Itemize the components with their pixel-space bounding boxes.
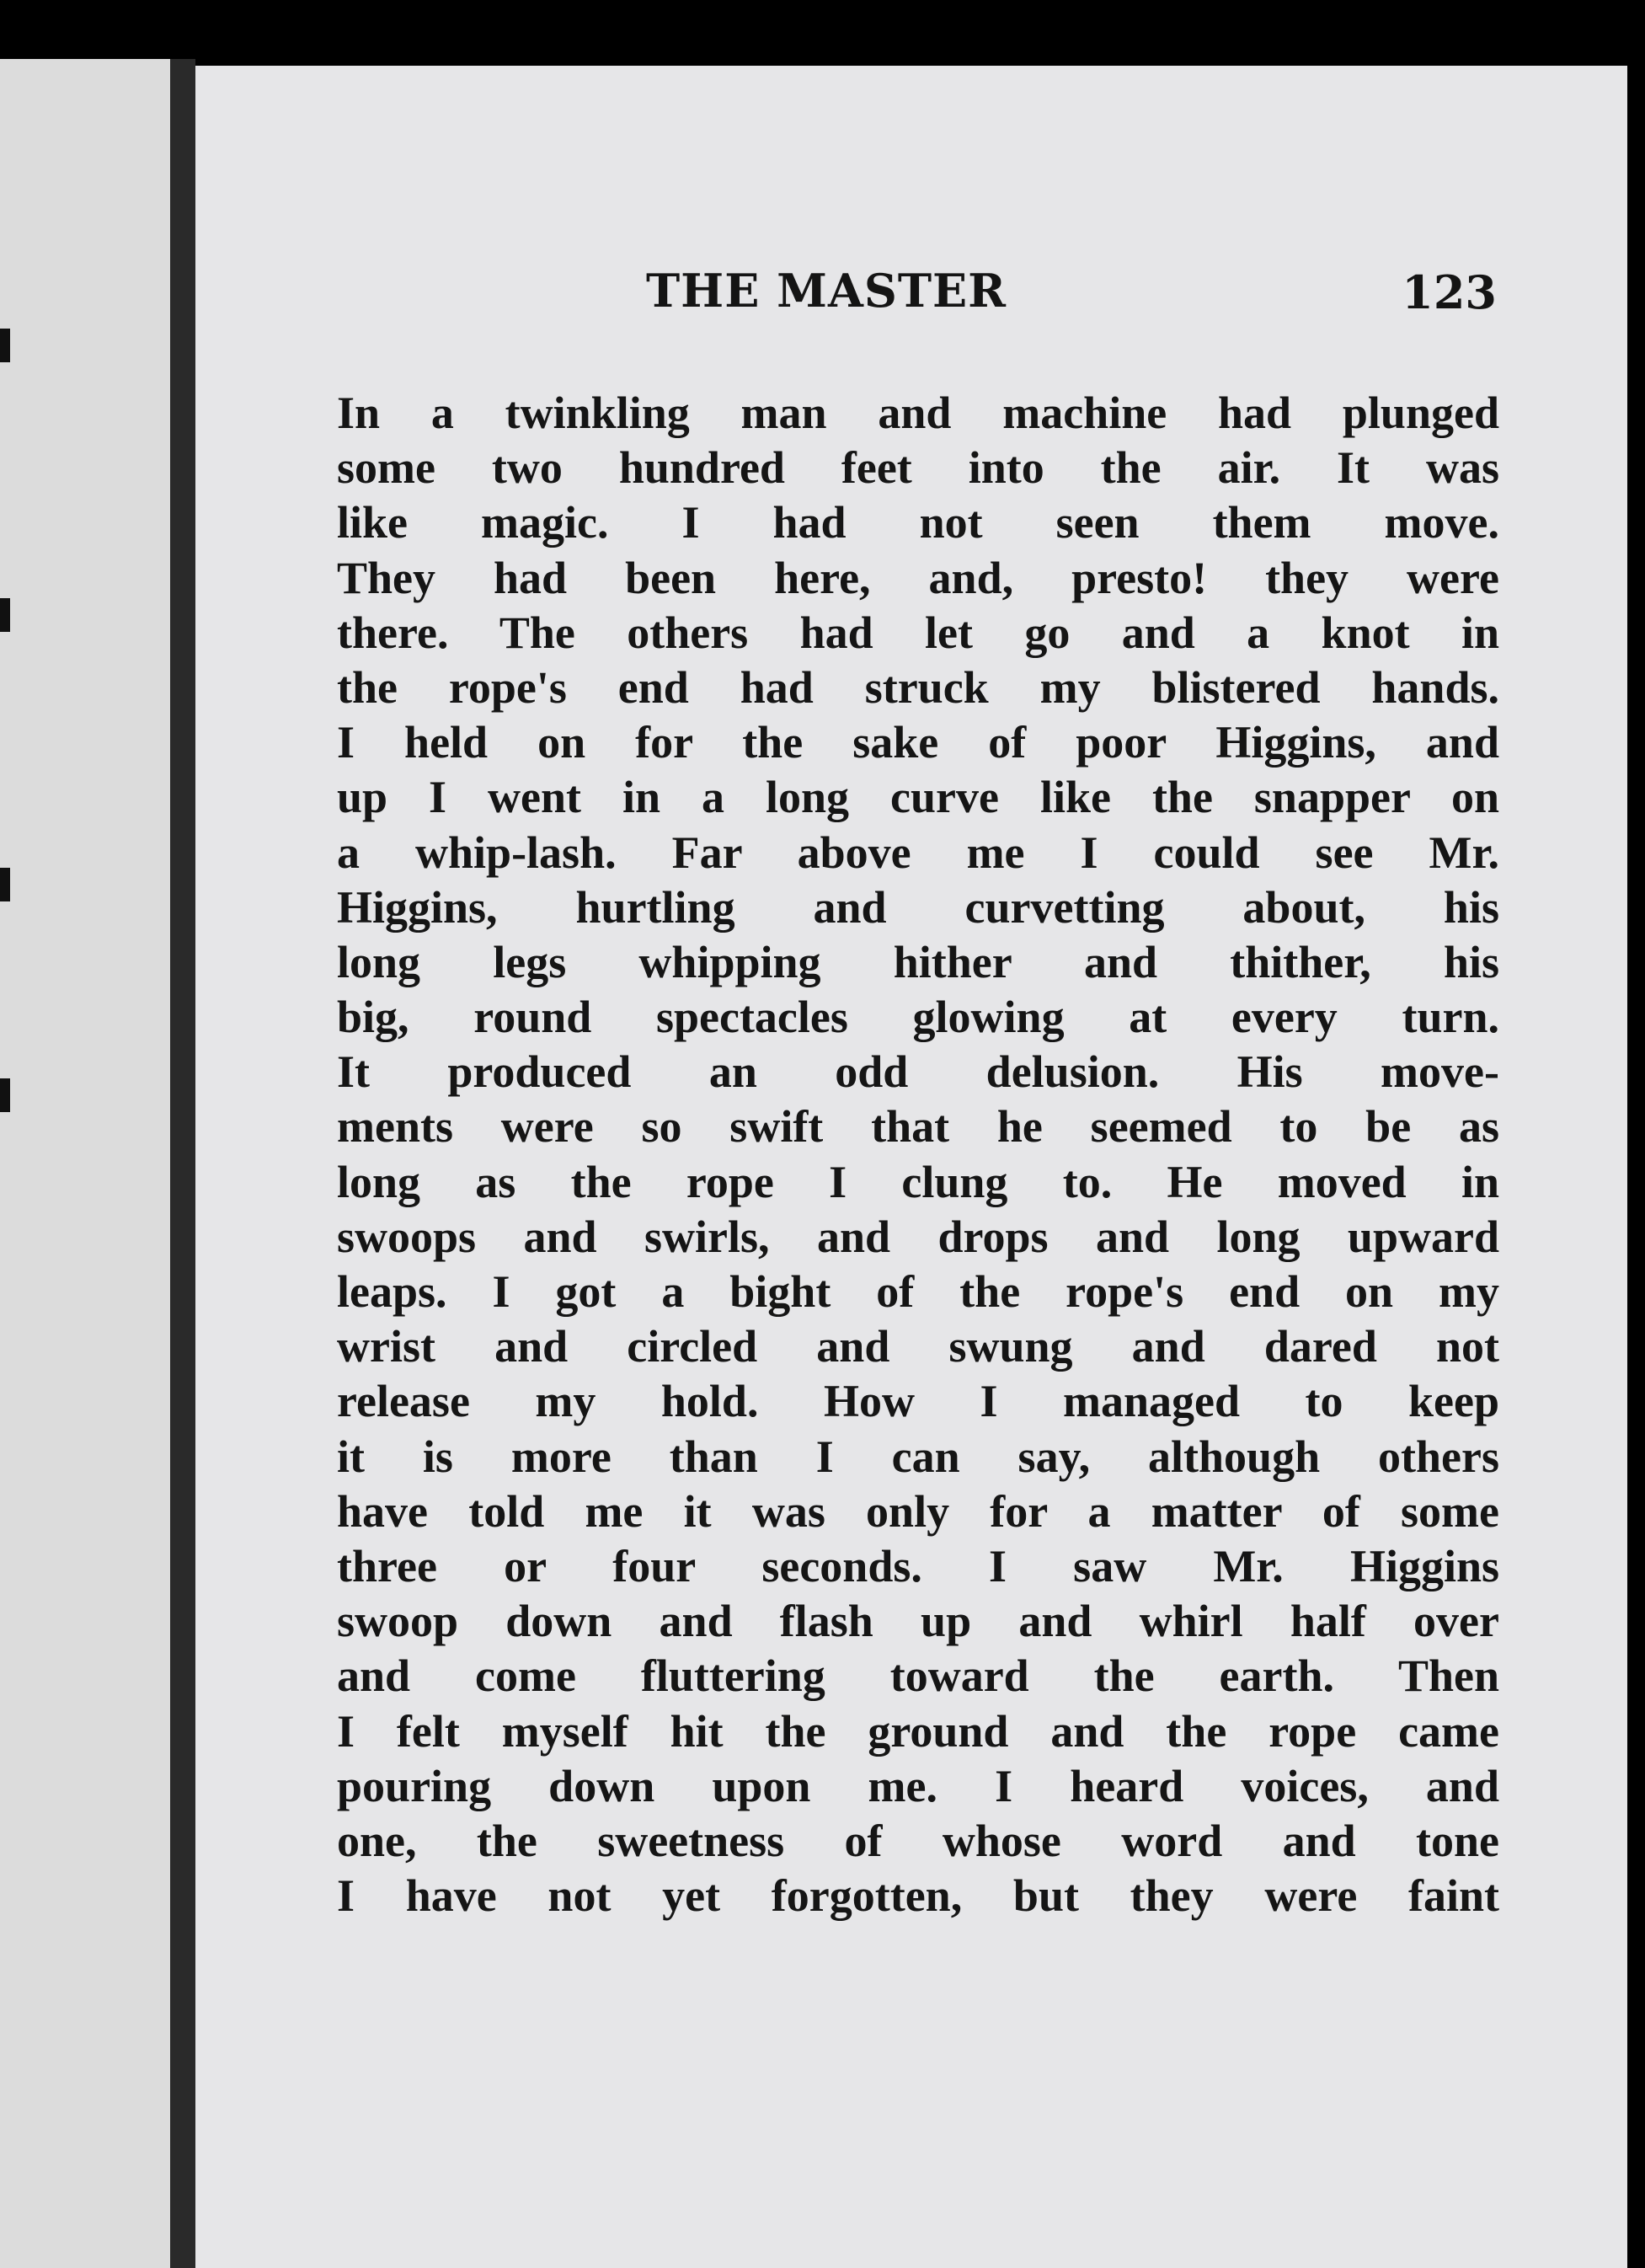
text-line: pouring down upon me. I heard voices, and — [337, 1760, 1499, 1811]
text-line: leaps. I got a bight of the rope's end on my — [337, 1266, 1499, 1317]
book-page — [195, 66, 1627, 2268]
text-line: the rope's end had struck my blistered hands. — [337, 661, 1499, 713]
text-line: I held on for the sake of poor Higgins, and — [337, 717, 1499, 768]
text-line: long as the rope I clung to. He moved in — [337, 1156, 1499, 1207]
facing-page-text-fragment — [0, 1078, 10, 1112]
text-line: three or four seconds. I saw Mr. Higgins — [337, 1540, 1499, 1591]
text-line: swoop down and flash up and whirl half over — [337, 1596, 1499, 1647]
text-line: and come fluttering toward the earth. Then — [337, 1650, 1499, 1702]
text-line: I have not yet forgotten, but they were faint — [337, 1870, 1499, 1922]
text-line: Higgins, hurtling and curvetting about, his — [337, 881, 1499, 933]
book-gutter — [170, 59, 195, 2268]
text-line: big, round spectacles glowing at every turn. — [337, 992, 1499, 1043]
text-line: It produced an odd delusion. His move- — [337, 1046, 1499, 1098]
text-line: wrist and circled and swung and dared not — [337, 1321, 1499, 1372]
text-line: like magic. I had not seen them move. — [337, 497, 1499, 548]
facing-page-text-fragment — [0, 598, 10, 632]
text-line: up I went in a long curve like the snapper on — [337, 772, 1499, 823]
text-line: In a twinkling man and machine had plunged — [337, 388, 1499, 438]
facing-page-text-fragment — [0, 329, 10, 362]
facing-page-text-fragment — [0, 868, 10, 901]
text-line: a whip-lash. Far above me I could see Mr. — [337, 826, 1499, 878]
body-text — [337, 386, 1499, 1923]
text-line: some two hundred feet into the air. It was — [337, 442, 1499, 494]
text-line: one, the sweetness of whose word and tone — [337, 1815, 1499, 1866]
text-line: I felt myself hit the ground and the rope came — [337, 1705, 1499, 1757]
text-line: there. The others had let go and a knot in — [337, 607, 1499, 658]
page-number: 123 — [1402, 265, 1497, 319]
text-line: They had been here, and, presto! they were — [337, 552, 1499, 603]
running-head — [195, 247, 1497, 331]
text-line: it is more than I can say, although others — [337, 1431, 1499, 1482]
facing-page-edge — [0, 59, 170, 2268]
running-title: THE MASTER — [646, 264, 1007, 318]
text-line: ments were so swift that he seemed to be as — [337, 1101, 1499, 1153]
text-line: release my hold. How I managed to keep — [337, 1376, 1499, 1427]
text-line: have told me it was only for a matter of some — [337, 1485, 1499, 1537]
text-line: swoops and swirls, and drops and long upward — [337, 1211, 1499, 1262]
text-line: long legs whipping hither and thither, his — [337, 936, 1499, 987]
